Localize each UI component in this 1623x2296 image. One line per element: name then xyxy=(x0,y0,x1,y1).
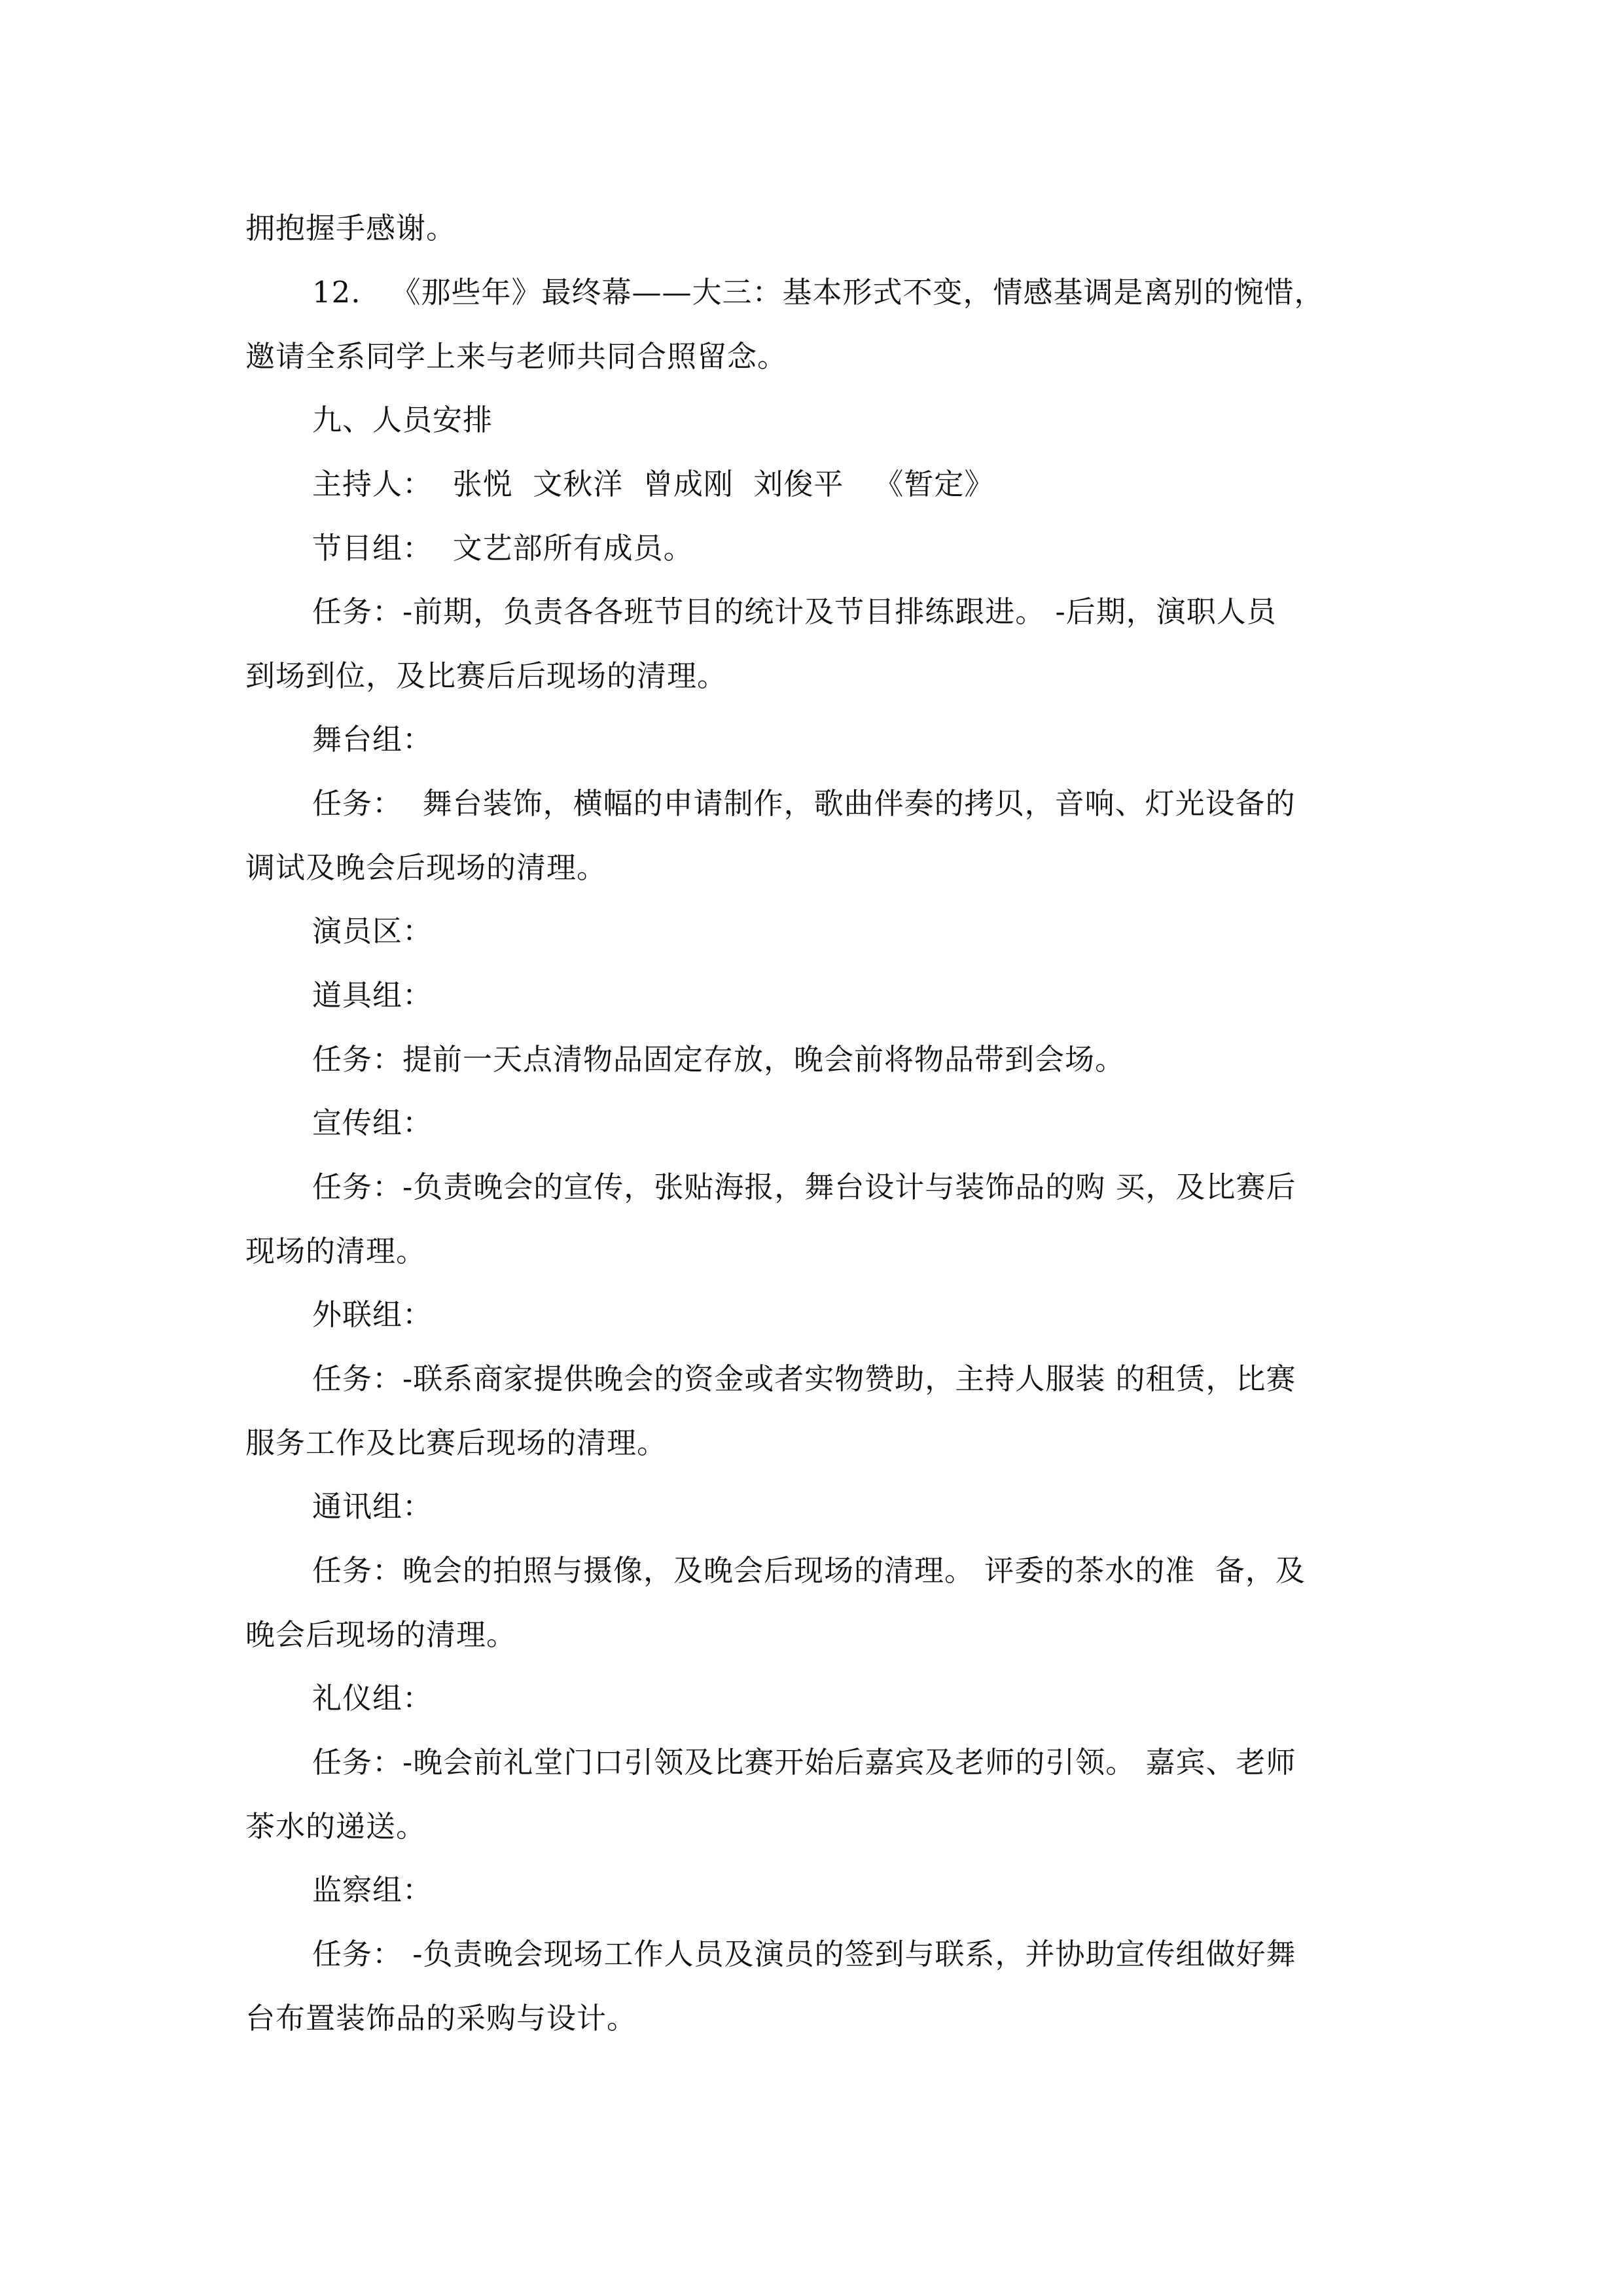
text-line: 任务：-负责晚会的宣传，张贴海报，舞台设计与装饰品的购 买，及比赛后 xyxy=(312,1170,1296,1204)
text-line: 任务：-晚会前礼堂门口引领及比赛开始后嘉宾及老师的引领。 嘉宾、老师 xyxy=(312,1745,1296,1780)
group-heading: 外联组： xyxy=(312,1297,433,1332)
text-line: 现场的清理。 xyxy=(245,1234,427,1268)
group-heading: 演员区： xyxy=(312,914,433,948)
text-line: 拥抱握手感谢。 xyxy=(245,211,457,245)
text-line: 节目组： 文艺部所有成员。 xyxy=(312,531,694,565)
group-heading: 监察组： xyxy=(312,1873,433,1907)
text-line: 晚会后现场的清理。 xyxy=(245,1617,517,1652)
text-line: 调试及晚会后现场的清理。 xyxy=(245,850,607,885)
group-heading: 道具组： xyxy=(312,978,433,1013)
text-line: 到场到位，及比赛后后现场的清理。 xyxy=(245,658,728,693)
group-heading: 礼仪组： xyxy=(312,1681,433,1715)
text-line: 邀请全系同学上来与老师共同合照留念。 xyxy=(245,339,788,374)
group-heading: 通讯组： xyxy=(312,1489,433,1524)
section-heading: 九、人员安排 xyxy=(312,403,493,437)
text-line: 12. 《那些年》最终幕——大三：基本形式不变，情感基调是离别的惋惜， xyxy=(312,275,1325,310)
text-line: 任务：-联系商家提供晚会的资金或者实物赞助，主持人服装 的租赁，比赛 xyxy=(312,1361,1296,1396)
text-line: 台布置装饰品的采购与设计。 xyxy=(245,2001,637,2036)
text-line: 服务工作及比赛后现场的清理。 xyxy=(245,1426,668,1460)
text-line: 任务：晚会的拍照与摄像，及晚会后现场的清理。 评委的茶水的准 备，及 xyxy=(312,1553,1306,1588)
text-line: 主持人： 张悦 文秋洋 曾成刚 刘俊平 《暂定》 xyxy=(312,467,995,501)
text-line: 任务：提前一天点清物品固定存放，晚会前将物品带到会场。 xyxy=(312,1042,1126,1077)
text-line: 任务： 舞台装饰，横幅的申请制作，歌曲伴奏的拷贝，音响、灯光设备的 xyxy=(312,786,1296,821)
text-line: 任务：-前期，负责各各班节目的统计及节目排练跟进。 -后期，演职人员 xyxy=(312,594,1277,629)
group-heading: 宣传组： xyxy=(312,1105,433,1140)
group-heading: 舞台组： xyxy=(312,722,433,757)
text-line: 任务： -负责晚会现场工作人员及演员的签到与联系，并协助宣传组做好舞 xyxy=(312,1937,1296,1971)
text-line: 茶水的递送。 xyxy=(245,1809,427,1844)
